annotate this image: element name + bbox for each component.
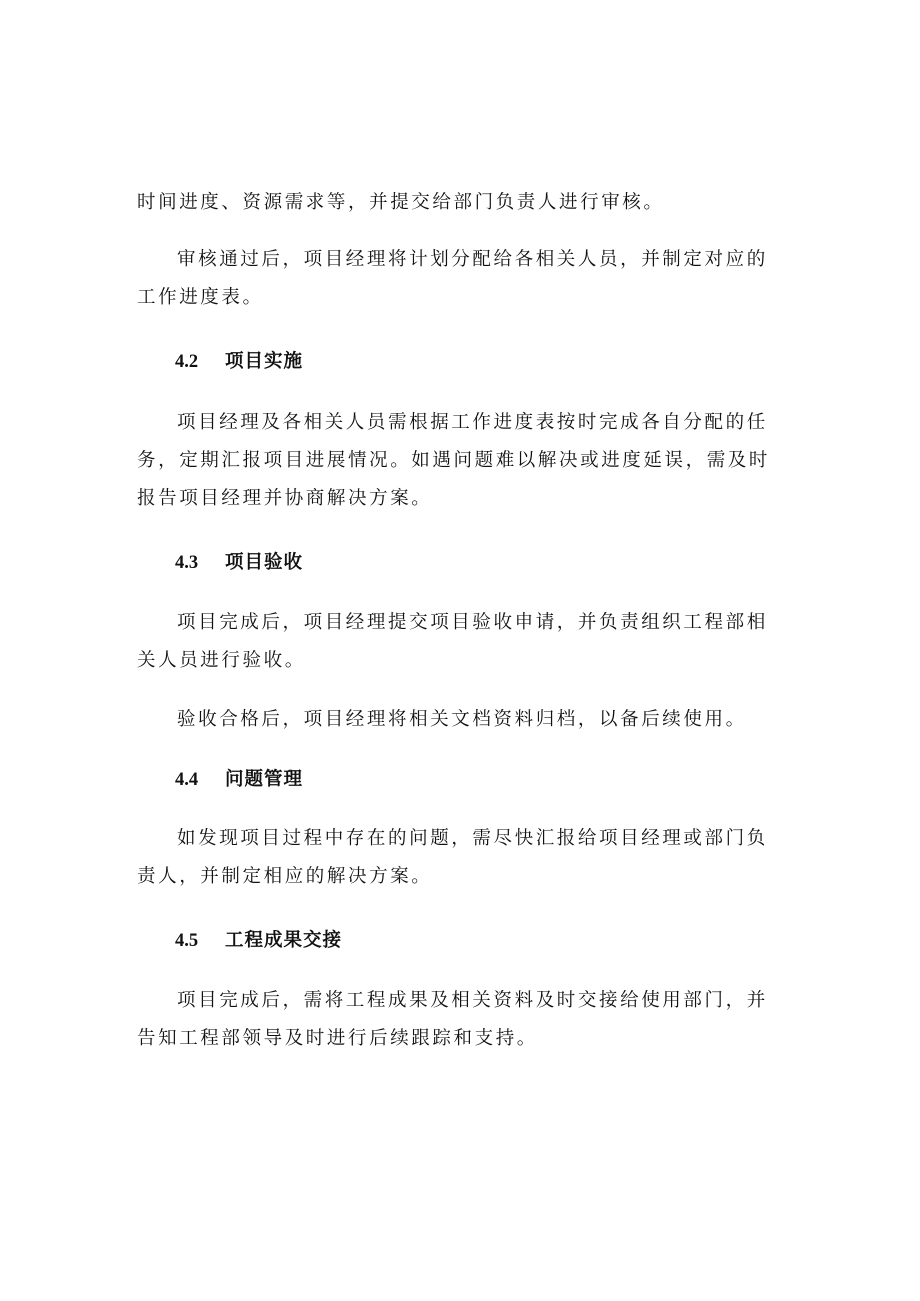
section-heading-4-5 xyxy=(175,929,342,953)
paragraph-handover: 项目完成后，需将工程成果及相关资料及时交接给使用部门，并告知工程部领导及时进行后续跟踪和支持。 xyxy=(137,990,768,1049)
paragraph-schedule-submission: 时间进度、资源需求等，并提交给部门负责人进行审核。 xyxy=(137,192,665,213)
paragraph-issue-reporting: 如发现项目过程中存在的问题，需尽快汇报给项目经理或部门负责人，并制定相应的解决方案。 xyxy=(137,828,768,887)
section-title: 工程成果交接 xyxy=(225,930,343,951)
section-number: 4.4 xyxy=(175,770,199,790)
paragraph-plan-assignment: 审核通过后，项目经理将计划分配给各相关人员，并制定对应的工作进度表。 xyxy=(137,249,768,308)
section-title: 项目实施 xyxy=(225,351,304,372)
section-title: 项目验收 xyxy=(225,552,304,573)
section-number: 4.5 xyxy=(175,931,199,951)
section-heading-4-3 xyxy=(175,551,303,575)
section-number: 4.3 xyxy=(175,553,199,573)
paragraph-acceptance-request: 项目完成后，项目经理提交项目验收申请，并负责组织工程部相关人员进行验收。 xyxy=(137,612,768,671)
section-title: 问题管理 xyxy=(225,769,304,790)
section-heading-4-2 xyxy=(175,350,303,374)
paragraph-implementation: 项目经理及各相关人员需根据工作进度表按时完成各自分配的任务，定期汇报项目进展情况。如遇问题难以解决或进度延误，需及时报告项目经理并协商解决方案。 xyxy=(137,412,771,509)
paragraph-archiving: 验收合格后，项目经理将相关文档资料归档，以备后续使用。 xyxy=(177,709,747,730)
section-number: 4.2 xyxy=(175,352,199,372)
section-heading-4-4 xyxy=(175,768,303,792)
